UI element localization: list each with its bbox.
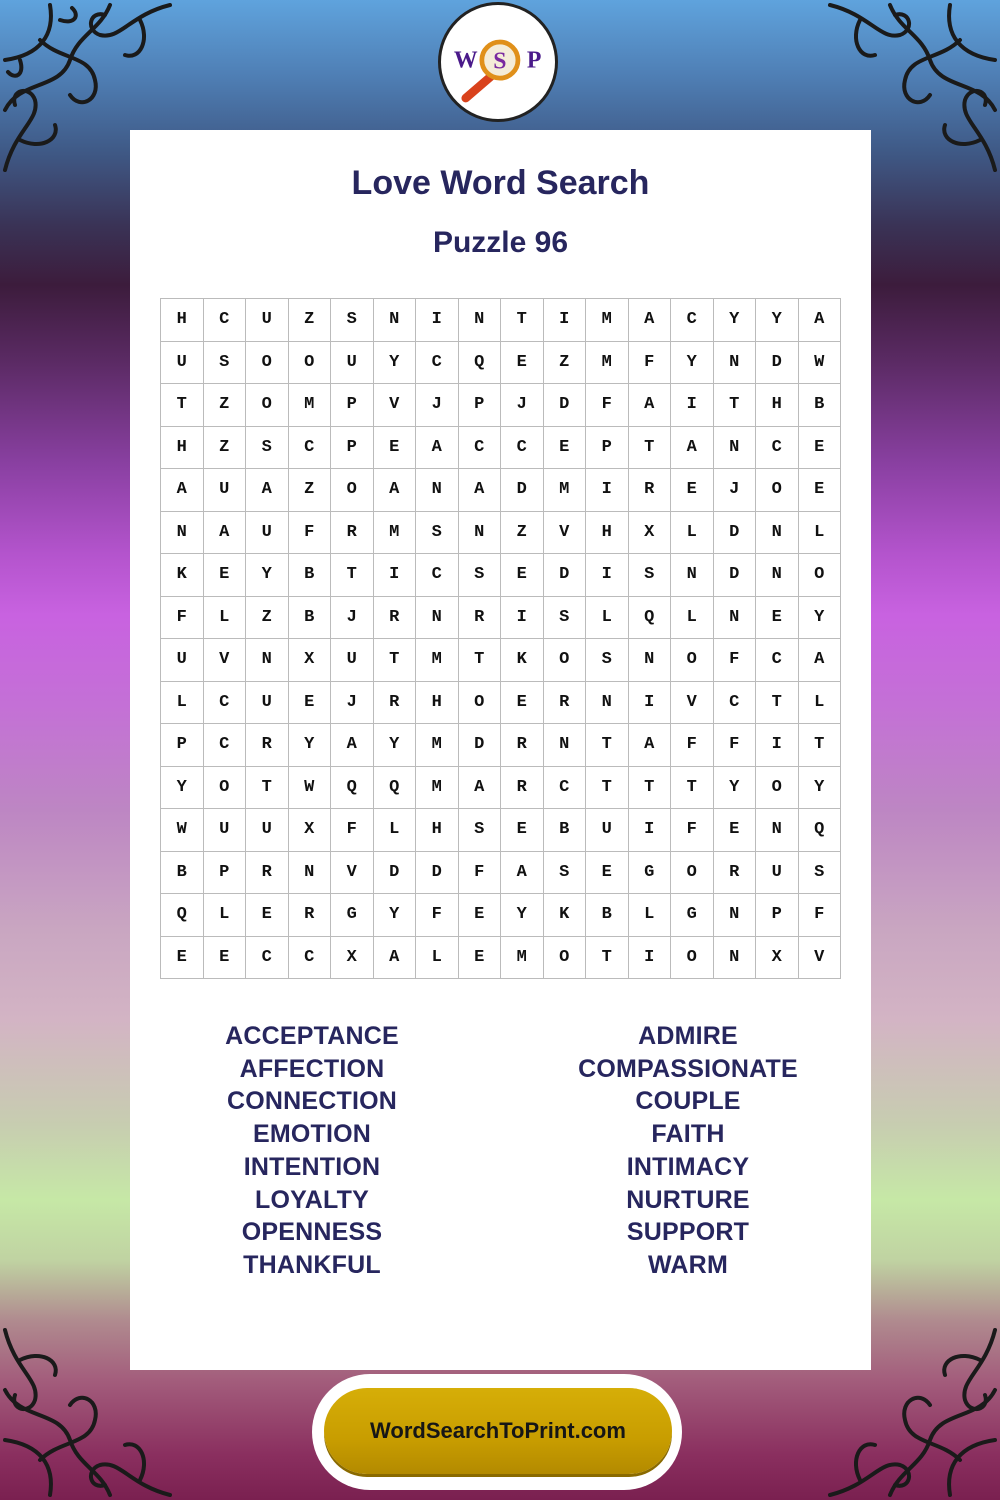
grid-cell[interactable]: H bbox=[161, 427, 204, 470]
word-list-right bbox=[508, 1020, 868, 1282]
word-list-left bbox=[132, 1020, 492, 1282]
puzzle-sheet bbox=[130, 130, 871, 1370]
grid-cell[interactable]: C bbox=[544, 767, 587, 810]
grid-cell[interactable]: N bbox=[714, 894, 757, 937]
grid-cell[interactable]: M bbox=[416, 767, 459, 810]
grid-cell[interactable]: P bbox=[161, 724, 204, 767]
grid-cell[interactable]: N bbox=[416, 597, 459, 640]
grid-cell[interactable]: C bbox=[289, 427, 332, 470]
grid-cell[interactable]: R bbox=[544, 682, 587, 725]
grid-cell[interactable]: C bbox=[501, 427, 544, 470]
grid-cell[interactable]: F bbox=[714, 724, 757, 767]
grid-cell[interactable]: R bbox=[374, 597, 417, 640]
grid-cell[interactable]: Z bbox=[289, 299, 332, 342]
word-list-item: INTENTION bbox=[243, 1152, 381, 1181]
grid-cell[interactable]: N bbox=[289, 852, 332, 895]
grid-cell[interactable]: S bbox=[544, 852, 587, 895]
grid-cell[interactable]: Y bbox=[714, 767, 757, 810]
grid-cell[interactable]: B bbox=[161, 852, 204, 895]
grid-cell[interactable]: I bbox=[544, 299, 587, 342]
grid-cell[interactable]: C bbox=[204, 299, 247, 342]
grid-cell[interactable]: A bbox=[246, 469, 289, 512]
grid-cell[interactable]: V bbox=[671, 682, 714, 725]
grid-cell[interactable]: F bbox=[586, 384, 629, 427]
grid-cell[interactable]: F bbox=[331, 809, 374, 852]
grid-cell[interactable]: S bbox=[799, 852, 842, 895]
grid-cell[interactable]: E bbox=[586, 852, 629, 895]
word-list-item: FAITH bbox=[651, 1120, 725, 1149]
magnifier-logo-icon bbox=[441, 5, 555, 119]
grid-cell[interactable]: U bbox=[331, 342, 374, 385]
grid-cell[interactable]: F bbox=[629, 342, 672, 385]
grid-cell[interactable]: X bbox=[756, 937, 799, 980]
grid-cell[interactable]: A bbox=[629, 299, 672, 342]
grid-cell[interactable]: E bbox=[459, 894, 502, 937]
grid-cell[interactable]: U bbox=[331, 639, 374, 682]
grid-cell[interactable]: N bbox=[714, 597, 757, 640]
grid-cell[interactable]: E bbox=[374, 427, 417, 470]
grid-cell[interactable]: N bbox=[544, 724, 587, 767]
word-list-item: EMOTION bbox=[252, 1120, 372, 1149]
grid-cell[interactable]: M bbox=[374, 512, 417, 555]
grid-cell[interactable]: A bbox=[501, 852, 544, 895]
grid-cell[interactable]: Y bbox=[799, 767, 842, 810]
grid-cell[interactable]: P bbox=[331, 384, 374, 427]
grid-cell[interactable]: Y bbox=[501, 894, 544, 937]
grid-cell[interactable]: I bbox=[586, 554, 629, 597]
word-list-item: COUPLE bbox=[635, 1087, 741, 1116]
grid-cell[interactable]: T bbox=[586, 724, 629, 767]
grid-cell[interactable]: Q bbox=[161, 894, 204, 937]
grid-cell[interactable]: N bbox=[374, 299, 417, 342]
grid-cell[interactable]: M bbox=[544, 469, 587, 512]
grid-cell[interactable]: Z bbox=[501, 512, 544, 555]
grid-cell[interactable]: E bbox=[671, 469, 714, 512]
grid-cell[interactable]: F bbox=[799, 894, 842, 937]
grid-cell[interactable]: F bbox=[161, 597, 204, 640]
grid-cell[interactable]: O bbox=[544, 937, 587, 980]
grid-cell[interactable]: E bbox=[501, 682, 544, 725]
grid-cell[interactable]: L bbox=[671, 512, 714, 555]
grid-cell[interactable]: H bbox=[586, 512, 629, 555]
grid-cell[interactable]: Y bbox=[289, 724, 332, 767]
grid-cell[interactable]: B bbox=[799, 384, 842, 427]
grid-cell[interactable]: A bbox=[799, 299, 842, 342]
grid-cell[interactable]: C bbox=[416, 342, 459, 385]
grid-cell[interactable]: N bbox=[416, 469, 459, 512]
grid-cell[interactable]: I bbox=[416, 299, 459, 342]
grid-cell[interactable]: M bbox=[289, 384, 332, 427]
grid-cell[interactable]: H bbox=[416, 682, 459, 725]
grid-cell[interactable]: T bbox=[246, 767, 289, 810]
grid-cell[interactable]: C bbox=[204, 682, 247, 725]
grid-cell[interactable]: U bbox=[586, 809, 629, 852]
grid-cell[interactable]: T bbox=[161, 384, 204, 427]
logo-letter-p: P bbox=[526, 47, 542, 74]
grid-cell[interactable]: M bbox=[416, 639, 459, 682]
grid-cell[interactable]: C bbox=[714, 682, 757, 725]
grid-cell[interactable]: R bbox=[629, 469, 672, 512]
grid-cell[interactable]: X bbox=[331, 937, 374, 980]
grid-cell[interactable]: E bbox=[544, 427, 587, 470]
grid-cell[interactable]: T bbox=[501, 299, 544, 342]
grid-cell[interactable]: Q bbox=[374, 767, 417, 810]
grid-cell[interactable]: C bbox=[416, 554, 459, 597]
grid-cell[interactable]: W bbox=[799, 342, 842, 385]
grid-cell[interactable]: L bbox=[629, 894, 672, 937]
grid-cell[interactable]: O bbox=[246, 342, 289, 385]
word-list-item: THANKFUL bbox=[243, 1250, 381, 1279]
grid-cell[interactable]: A bbox=[629, 384, 672, 427]
word-list-item: NURTURE bbox=[626, 1185, 750, 1214]
grid-cell[interactable]: I bbox=[586, 469, 629, 512]
grid-cell[interactable]: A bbox=[331, 724, 374, 767]
word-list-item: CONNECTION bbox=[226, 1087, 398, 1116]
grid-cell[interactable]: S bbox=[459, 554, 502, 597]
grid-cell[interactable]: E bbox=[501, 809, 544, 852]
grid-cell[interactable]: D bbox=[714, 554, 757, 597]
grid-cell[interactable]: O bbox=[289, 342, 332, 385]
grid-cell[interactable]: I bbox=[629, 682, 672, 725]
wsp-logo[interactable] bbox=[438, 2, 558, 122]
grid-cell[interactable]: U bbox=[246, 512, 289, 555]
grid-cell[interactable]: B bbox=[586, 894, 629, 937]
grid-cell[interactable]: D bbox=[416, 852, 459, 895]
word-list-item: SUPPORT bbox=[626, 1218, 750, 1247]
grid-cell[interactable]: T bbox=[374, 639, 417, 682]
grid-cell[interactable]: X bbox=[629, 512, 672, 555]
grid-cell[interactable]: U bbox=[246, 682, 289, 725]
grid-cell[interactable]: O bbox=[459, 682, 502, 725]
grid-cell[interactable]: T bbox=[799, 724, 842, 767]
grid-cell[interactable]: Q bbox=[629, 597, 672, 640]
grid-cell[interactable]: J bbox=[416, 384, 459, 427]
grid-cell[interactable]: D bbox=[374, 852, 417, 895]
grid-cell[interactable]: T bbox=[714, 384, 757, 427]
grid-cell[interactable]: F bbox=[416, 894, 459, 937]
grid-cell[interactable]: N bbox=[459, 512, 502, 555]
grid-cell[interactable]: U bbox=[246, 809, 289, 852]
grid-cell[interactable]: C bbox=[204, 724, 247, 767]
grid-cell[interactable]: E bbox=[161, 937, 204, 980]
grid-cell[interactable]: Y bbox=[799, 597, 842, 640]
grid-cell[interactable]: F bbox=[459, 852, 502, 895]
grid-cell[interactable]: A bbox=[459, 469, 502, 512]
grid-cell[interactable]: D bbox=[756, 342, 799, 385]
grid-cell[interactable]: N bbox=[756, 512, 799, 555]
grid-cell[interactable]: I bbox=[374, 554, 417, 597]
grid-cell[interactable]: N bbox=[671, 554, 714, 597]
grid-cell[interactable]: N bbox=[246, 639, 289, 682]
grid-cell[interactable]: D bbox=[714, 512, 757, 555]
website-button[interactable] bbox=[324, 1388, 672, 1474]
grid-cell[interactable]: P bbox=[459, 384, 502, 427]
grid-cell[interactable]: U bbox=[204, 809, 247, 852]
logo-letter-w: W bbox=[453, 47, 478, 74]
grid-cell[interactable]: L bbox=[204, 597, 247, 640]
word-list-item: INTIMACY bbox=[626, 1152, 750, 1181]
grid-cell[interactable]: R bbox=[374, 682, 417, 725]
grid-cell[interactable]: O bbox=[671, 937, 714, 980]
grid-cell[interactable]: G bbox=[331, 894, 374, 937]
grid-cell[interactable]: E bbox=[289, 682, 332, 725]
grid-cell[interactable]: O bbox=[756, 469, 799, 512]
letter-grid[interactable] bbox=[160, 298, 841, 979]
grid-cell[interactable]: T bbox=[629, 427, 672, 470]
grid-cell[interactable]: E bbox=[799, 427, 842, 470]
grid-cell[interactable]: R bbox=[501, 724, 544, 767]
grid-cell[interactable]: B bbox=[544, 809, 587, 852]
grid-cell[interactable]: D bbox=[544, 384, 587, 427]
grid-cell[interactable]: R bbox=[246, 852, 289, 895]
grid-cell[interactable]: C bbox=[756, 639, 799, 682]
grid-cell[interactable]: A bbox=[161, 469, 204, 512]
grid-cell[interactable]: S bbox=[331, 299, 374, 342]
grid-cell[interactable]: J bbox=[501, 384, 544, 427]
logo-letter-s: S bbox=[493, 48, 507, 75]
puzzle-number: Puzzle 96 bbox=[432, 226, 569, 259]
grid-cell[interactable]: Y bbox=[161, 767, 204, 810]
grid-cell[interactable]: J bbox=[714, 469, 757, 512]
grid-cell[interactable]: Q bbox=[331, 767, 374, 810]
grid-cell[interactable]: C bbox=[289, 937, 332, 980]
grid-cell[interactable]: A bbox=[374, 469, 417, 512]
grid-cell[interactable]: N bbox=[756, 809, 799, 852]
grid-cell[interactable]: E bbox=[459, 937, 502, 980]
grid-cell[interactable]: D bbox=[501, 469, 544, 512]
grid-cell[interactable]: O bbox=[756, 767, 799, 810]
grid-cell[interactable]: Z bbox=[289, 469, 332, 512]
word-list-item: OPENNESS bbox=[241, 1218, 383, 1247]
grid-cell[interactable]: S bbox=[246, 427, 289, 470]
grid-cell[interactable]: D bbox=[459, 724, 502, 767]
grid-cell[interactable]: X bbox=[289, 639, 332, 682]
grid-cell[interactable]: T bbox=[459, 639, 502, 682]
grid-cell[interactable]: O bbox=[331, 469, 374, 512]
grid-cell[interactable]: Y bbox=[374, 342, 417, 385]
grid-cell[interactable]: R bbox=[501, 767, 544, 810]
grid-cell[interactable]: F bbox=[289, 512, 332, 555]
grid-cell[interactable]: N bbox=[586, 682, 629, 725]
grid-cell[interactable]: F bbox=[671, 724, 714, 767]
grid-cell[interactable]: E bbox=[204, 937, 247, 980]
grid-cell[interactable]: E bbox=[246, 894, 289, 937]
word-list-item: WARM bbox=[648, 1250, 728, 1279]
grid-cell[interactable]: I bbox=[629, 809, 672, 852]
grid-cell[interactable]: Q bbox=[799, 809, 842, 852]
grid-cell[interactable]: N bbox=[714, 937, 757, 980]
grid-cell[interactable]: I bbox=[756, 724, 799, 767]
grid-cell[interactable]: Y bbox=[374, 724, 417, 767]
grid-cell[interactable]: U bbox=[161, 342, 204, 385]
grid-cell[interactable]: T bbox=[756, 682, 799, 725]
grid-cell[interactable]: H bbox=[416, 809, 459, 852]
grid-cell[interactable]: S bbox=[416, 512, 459, 555]
grid-cell[interactable]: L bbox=[586, 597, 629, 640]
grid-cell[interactable]: S bbox=[629, 554, 672, 597]
grid-cell[interactable]: G bbox=[671, 894, 714, 937]
grid-cell[interactable]: L bbox=[671, 597, 714, 640]
grid-cell[interactable]: H bbox=[756, 384, 799, 427]
grid-cell[interactable]: E bbox=[799, 469, 842, 512]
grid-cell[interactable]: K bbox=[501, 639, 544, 682]
grid-cell[interactable]: L bbox=[799, 512, 842, 555]
footer-pill bbox=[312, 1374, 682, 1490]
grid-cell[interactable]: N bbox=[161, 512, 204, 555]
word-list-item: ADMIRE bbox=[638, 1022, 738, 1050]
grid-cell[interactable]: R bbox=[459, 597, 502, 640]
grid-cell[interactable]: M bbox=[501, 937, 544, 980]
grid-cell[interactable]: C bbox=[246, 937, 289, 980]
grid-cell[interactable]: L bbox=[161, 682, 204, 725]
grid-cell[interactable]: J bbox=[331, 682, 374, 725]
grid-cell[interactable]: O bbox=[671, 852, 714, 895]
grid-cell[interactable]: R bbox=[714, 852, 757, 895]
grid-cell[interactable]: A bbox=[671, 427, 714, 470]
grid-cell[interactable]: C bbox=[671, 299, 714, 342]
grid-cell[interactable]: L bbox=[416, 937, 459, 980]
grid-cell[interactable]: N bbox=[459, 299, 502, 342]
grid-cell[interactable]: A bbox=[374, 937, 417, 980]
grid-cell[interactable]: C bbox=[756, 427, 799, 470]
grid-cell[interactable]: E bbox=[756, 597, 799, 640]
grid-cell[interactable]: Y bbox=[374, 894, 417, 937]
grid-cell[interactable]: T bbox=[586, 767, 629, 810]
grid-cell[interactable]: A bbox=[629, 724, 672, 767]
grid-cell[interactable]: E bbox=[204, 554, 247, 597]
grid-cell[interactable]: K bbox=[544, 894, 587, 937]
grid-cell[interactable]: B bbox=[289, 597, 332, 640]
website-url: WordSearchToPrint.com bbox=[370, 1418, 626, 1443]
grid-cell[interactable]: X bbox=[289, 809, 332, 852]
grid-cell[interactable]: L bbox=[204, 894, 247, 937]
grid-cell[interactable]: Z bbox=[246, 597, 289, 640]
grid-cell[interactable]: V bbox=[799, 937, 842, 980]
grid-cell[interactable]: L bbox=[374, 809, 417, 852]
word-list-item: ACCEPTANCE bbox=[225, 1022, 399, 1050]
grid-cell[interactable]: C bbox=[459, 427, 502, 470]
grid-cell[interactable]: M bbox=[416, 724, 459, 767]
grid-cell[interactable]: H bbox=[161, 299, 204, 342]
grid-cell[interactable]: B bbox=[289, 554, 332, 597]
grid-cell[interactable]: N bbox=[756, 554, 799, 597]
grid-cell[interactable]: U bbox=[204, 469, 247, 512]
word-list-item: COMPASSIONATE bbox=[578, 1054, 798, 1083]
grid-cell[interactable]: N bbox=[629, 639, 672, 682]
grid-cell[interactable]: M bbox=[586, 342, 629, 385]
grid-cell[interactable]: P bbox=[204, 852, 247, 895]
grid-cell[interactable]: Y bbox=[714, 299, 757, 342]
page-title: Love Word Search bbox=[351, 164, 650, 202]
grid-cell[interactable]: R bbox=[289, 894, 332, 937]
grid-cell[interactable]: P bbox=[586, 427, 629, 470]
grid-cell[interactable]: P bbox=[756, 894, 799, 937]
grid-cell[interactable]: O bbox=[204, 767, 247, 810]
grid-cell[interactable]: S bbox=[204, 342, 247, 385]
grid-cell[interactable]: S bbox=[586, 639, 629, 682]
grid-cell[interactable]: E bbox=[714, 809, 757, 852]
grid-cell[interactable]: R bbox=[246, 724, 289, 767]
word-list-item: AFFECTION bbox=[239, 1054, 385, 1083]
grid-cell[interactable]: V bbox=[544, 512, 587, 555]
grid-cell[interactable]: U bbox=[161, 639, 204, 682]
grid-cell[interactable]: E bbox=[501, 342, 544, 385]
grid-cell[interactable]: Y bbox=[246, 554, 289, 597]
grid-cell[interactable]: T bbox=[331, 554, 374, 597]
grid-cell[interactable]: A bbox=[416, 427, 459, 470]
grid-cell[interactable]: E bbox=[501, 554, 544, 597]
grid-cell[interactable]: M bbox=[586, 299, 629, 342]
grid-cell[interactable]: O bbox=[671, 639, 714, 682]
grid-cell[interactable]: Q bbox=[459, 342, 502, 385]
grid-cell[interactable]: T bbox=[671, 767, 714, 810]
grid-cell[interactable]: O bbox=[799, 554, 842, 597]
grid-cell[interactable]: K bbox=[161, 554, 204, 597]
grid-cell[interactable]: J bbox=[331, 597, 374, 640]
grid-cell[interactable]: O bbox=[544, 639, 587, 682]
grid-cell[interactable]: A bbox=[459, 767, 502, 810]
grid-cell[interactable]: U bbox=[246, 299, 289, 342]
grid-cell[interactable]: W bbox=[289, 767, 332, 810]
grid-cell[interactable]: A bbox=[204, 512, 247, 555]
grid-cell[interactable]: G bbox=[629, 852, 672, 895]
grid-cell[interactable]: I bbox=[671, 384, 714, 427]
grid-cell[interactable]: F bbox=[714, 639, 757, 682]
grid-cell[interactable]: F bbox=[671, 809, 714, 852]
grid-cell[interactable]: I bbox=[629, 937, 672, 980]
grid-cell[interactable]: T bbox=[629, 767, 672, 810]
word-list-item: LOYALTY bbox=[255, 1185, 369, 1214]
grid-cell[interactable]: I bbox=[501, 597, 544, 640]
grid-cell[interactable]: N bbox=[714, 427, 757, 470]
grid-cell[interactable]: L bbox=[799, 682, 842, 725]
grid-cell[interactable]: P bbox=[331, 427, 374, 470]
grid-cell[interactable]: R bbox=[331, 512, 374, 555]
grid-cell[interactable]: U bbox=[756, 852, 799, 895]
grid-cell[interactable]: Y bbox=[671, 342, 714, 385]
grid-cell[interactable]: D bbox=[544, 554, 587, 597]
grid-cell[interactable]: V bbox=[204, 639, 247, 682]
grid-cell[interactable]: S bbox=[459, 809, 502, 852]
grid-cell[interactable]: S bbox=[544, 597, 587, 640]
grid-cell[interactable]: Z bbox=[204, 427, 247, 470]
grid-cell[interactable]: N bbox=[714, 342, 757, 385]
grid-cell[interactable]: O bbox=[246, 384, 289, 427]
grid-cell[interactable]: Z bbox=[544, 342, 587, 385]
grid-cell[interactable]: V bbox=[374, 384, 417, 427]
grid-cell[interactable]: T bbox=[586, 937, 629, 980]
grid-cell[interactable]: V bbox=[331, 852, 374, 895]
grid-cell[interactable]: Y bbox=[756, 299, 799, 342]
grid-cell[interactable]: A bbox=[799, 639, 842, 682]
grid-cell[interactable]: Z bbox=[204, 384, 247, 427]
grid-cell[interactable]: W bbox=[161, 809, 204, 852]
